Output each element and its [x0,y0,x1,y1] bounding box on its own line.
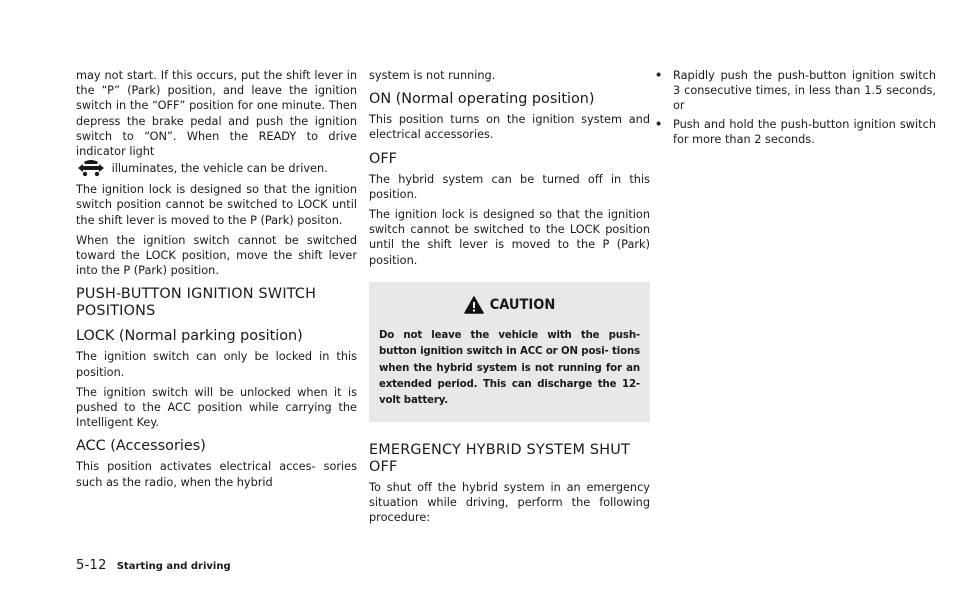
bullet-list [655,68,936,147]
paragraph: The hybrid system can be turned off in this position. [369,172,650,201]
paragraph: This position activates electrical acces- sories such as the radio, when the hybrid [76,460,357,489]
right-column [655,68,936,150]
paragraph: To shut off the hybrid system in an emergency situation while driving, perform the following procedure: [369,480,650,525]
middle-column [369,68,650,530]
paragraph: This position turns on the ignition system and electrical accessories. [369,113,650,142]
bullet-mark: • [655,117,663,131]
paragraph [76,68,357,177]
paragraph: The ignition switch will be unlocked when it is pushed to the ACC position while carrying the Intelligent Key. [76,385,357,430]
warning-triangle-icon [464,294,490,313]
subsection-heading: LOCK (Normal parking position) [76,328,303,345]
list-item-text: Push and hold the push-button ignition switch for more than 2 seconds. [673,117,936,146]
section-heading: EMERGENCY HYBRID SYSTEM SHUT OFF [369,441,630,475]
page-footer [76,554,231,573]
section-footer-title: Starting and driving [116,561,231,572]
paragraph: When the ignition switch cannot be switched toward the LOCK position, move the shift lever into the P (Park) position. [76,233,357,278]
paragraph: The ignition lock is designed so that the ignition switch position cannot be switched to LOCK until the shift lever is moved to the P (Park) positon. [76,183,357,227]
subsection-heading: OFF [369,150,397,167]
paragraph-text: may not start. If this occurs, put the shift lever in the “P” (Park) position, and leave the ignition switch in the “OFF” position for one minute. Then depress the brake pedal and push the ignition switch to “ON”. When the READY to drive indicator light [76,69,357,159]
caution-box [369,282,650,422]
bullet-mark: • [655,69,663,82]
caution-text: Do not leave the vehicle with the push- button ignition switch in ACC or ON posi- tions when the hybrid system is not running for an extended period. This can discharge the 12-volt battery. [379,329,640,407]
paragraph-text: illuminates, the vehicle can be driven. [111,162,328,176]
subsection-heading: ACC (Accessories) [76,438,206,455]
subsection-heading: ON (Normal operating position) [369,91,595,108]
paragraph: The ignition lock is designed so that the ignition switch cannot be switched to the LOCK position until the shift lever is moved to the P (Park) position. [369,208,650,267]
ready-indicator-icon [76,159,106,177]
caution-header [379,294,640,314]
section-heading: PUSH-BUTTON IGNITION SWITCH POSITIONS [76,286,317,320]
page-number: 5-12 [76,558,107,573]
list-item [655,68,936,114]
list-item [655,117,936,147]
caution-title: CAUTION [489,296,556,313]
list-item-text: Rapidly push the push-button ignition switch 3 consecutive times, in less than 1.5 seconds, or [673,69,936,113]
left-column [76,68,357,495]
paragraph: system is not running. [369,69,496,82]
paragraph: The ignition switch can only be locked in this position. [76,350,357,379]
